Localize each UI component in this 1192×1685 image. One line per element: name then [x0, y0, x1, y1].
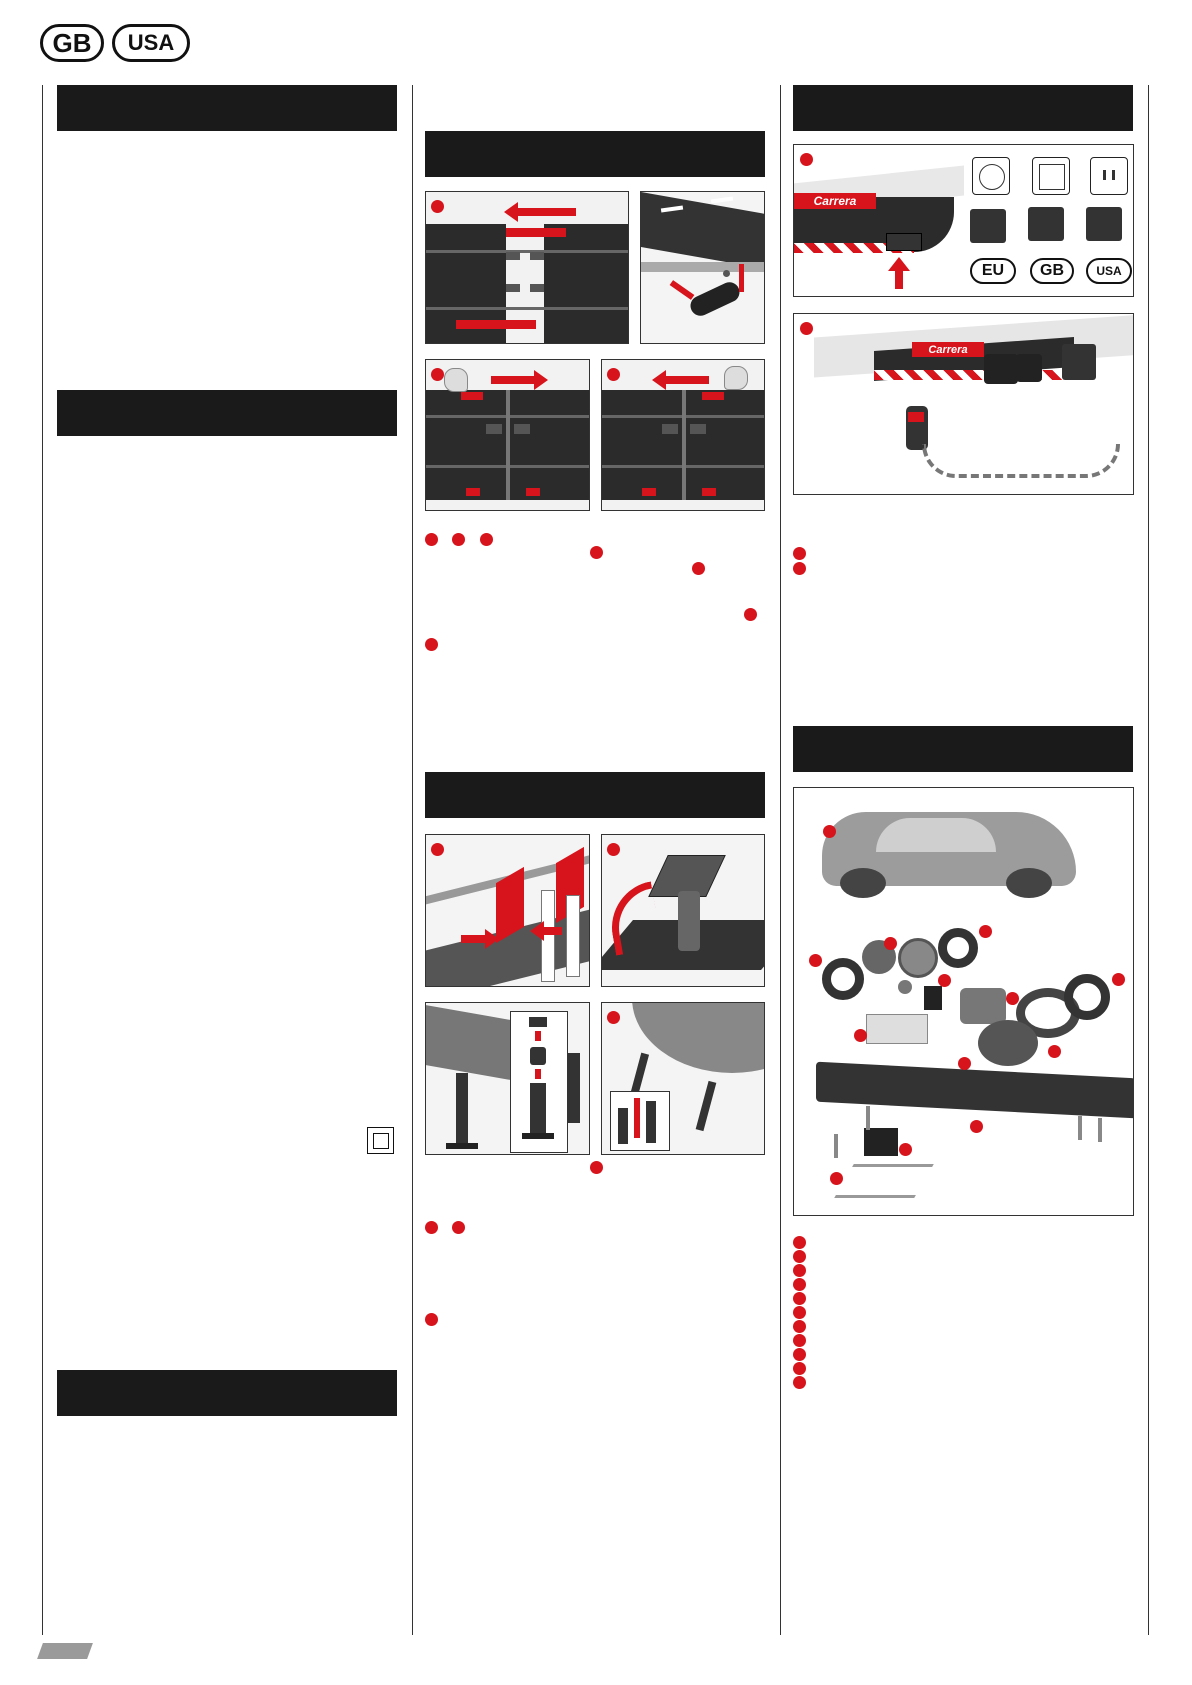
- arrow-right-icon: [461, 935, 487, 943]
- figure-track-connect-3: [601, 359, 765, 511]
- step-marker: [590, 546, 603, 559]
- column-divider-right: [1148, 85, 1149, 1635]
- part-marker: [1048, 1045, 1061, 1058]
- step-marker: [793, 562, 806, 575]
- parts-list-marker: [793, 1264, 806, 1277]
- arrow-left-icon: [664, 376, 709, 384]
- plug-region-usa: [1086, 258, 1132, 284]
- part-marker: [938, 974, 951, 987]
- plug-region-gb: [1030, 258, 1074, 284]
- section-header-col1-b: [57, 390, 397, 436]
- step-marker: [425, 638, 438, 651]
- figure-pillar-height: [601, 1002, 765, 1155]
- step-marker: [793, 547, 806, 560]
- step-marker: [425, 533, 438, 546]
- parts-list-marker: [793, 1306, 806, 1319]
- step-marker: [431, 200, 444, 213]
- plug-region-eu-label: EU: [981, 262, 1005, 279]
- plug-region-eu: [970, 258, 1016, 284]
- figure-power-supply: [793, 144, 1134, 297]
- parts-list-marker: [793, 1334, 806, 1347]
- step-marker: [452, 1221, 465, 1234]
- figure-high-bend-supports: [425, 1002, 590, 1155]
- page-number-tab: [37, 1643, 93, 1659]
- double-square-icon: [367, 1127, 394, 1154]
- step-marker: [607, 368, 620, 381]
- part-marker: [1006, 992, 1019, 1005]
- arrow-left-icon: [542, 927, 562, 935]
- section-header-col1-a: [57, 85, 397, 131]
- part-marker: [979, 925, 992, 938]
- lang-badge-usa-label: USA: [127, 30, 175, 55]
- parts-list-marker: [793, 1292, 806, 1305]
- arrow-left-icon: [516, 208, 576, 216]
- step-marker: [480, 533, 493, 546]
- lang-badge-usa: [112, 24, 190, 62]
- part-marker: [958, 1057, 971, 1070]
- parts-list-marker: [793, 1348, 806, 1361]
- arrow-right-icon: [491, 376, 536, 384]
- step-marker: [425, 1221, 438, 1234]
- figure-track-connect-1: [425, 191, 629, 344]
- car-brand-logo: [794, 193, 876, 209]
- parts-list-marker: [793, 1278, 806, 1291]
- figure-car-exploded-view: [793, 787, 1134, 1216]
- part-marker: [830, 1172, 843, 1185]
- step-marker: [800, 153, 813, 166]
- section-header-col3-a: [793, 85, 1133, 131]
- car-brand-logo-text: Carrera: [813, 194, 857, 208]
- parts-list-marker: [793, 1362, 806, 1375]
- step-marker: [744, 608, 757, 621]
- part-marker: [884, 937, 897, 950]
- plug-region-gb-label: GB: [1040, 262, 1064, 279]
- figure-controller-connection: [793, 313, 1134, 495]
- plug-socket-eu-icon: [972, 157, 1010, 195]
- lang-badge-gb: [40, 24, 104, 62]
- parts-list-marker: [793, 1320, 806, 1333]
- part-marker: [970, 1120, 983, 1133]
- lang-badge-gb-label: GB: [52, 27, 92, 58]
- step-marker: [607, 1011, 620, 1024]
- plug-region-usa-label: USA: [1096, 264, 1122, 278]
- part-marker: [899, 1143, 912, 1156]
- figure-track-screw: [640, 191, 765, 344]
- column-divider-left: [42, 85, 43, 1635]
- step-marker: [431, 368, 444, 381]
- plug-socket-gb-icon: [1032, 157, 1070, 195]
- parts-list-marker: [793, 1376, 806, 1389]
- step-marker: [590, 1161, 603, 1174]
- step-marker: [425, 1313, 438, 1326]
- figure-guard-rail: [425, 834, 590, 987]
- figure-pillar-base: [601, 834, 765, 987]
- section-header-col3-b: [793, 726, 1133, 772]
- car-brand-logo: [912, 342, 984, 357]
- step-marker: [692, 562, 705, 575]
- section-header-col1-c: [57, 1370, 397, 1416]
- step-marker: [800, 322, 813, 335]
- step-marker: [452, 533, 465, 546]
- part-marker: [1112, 973, 1125, 986]
- part-marker: [854, 1029, 867, 1042]
- part-marker: [823, 825, 836, 838]
- section-header-col2-b: [425, 772, 765, 818]
- column-divider-1: [412, 85, 413, 1635]
- section-header-col2-a: [425, 131, 765, 177]
- parts-list-marker: [793, 1250, 806, 1263]
- plug-socket-usa-icon: [1090, 157, 1128, 195]
- column-divider-2: [780, 85, 781, 1635]
- parts-list-marker: [793, 1236, 806, 1249]
- step-marker: [607, 843, 620, 856]
- figure-track-connect-2: [425, 359, 590, 511]
- car-brand-logo-text: Carrera: [928, 343, 968, 356]
- step-marker: [431, 843, 444, 856]
- part-marker: [809, 954, 822, 967]
